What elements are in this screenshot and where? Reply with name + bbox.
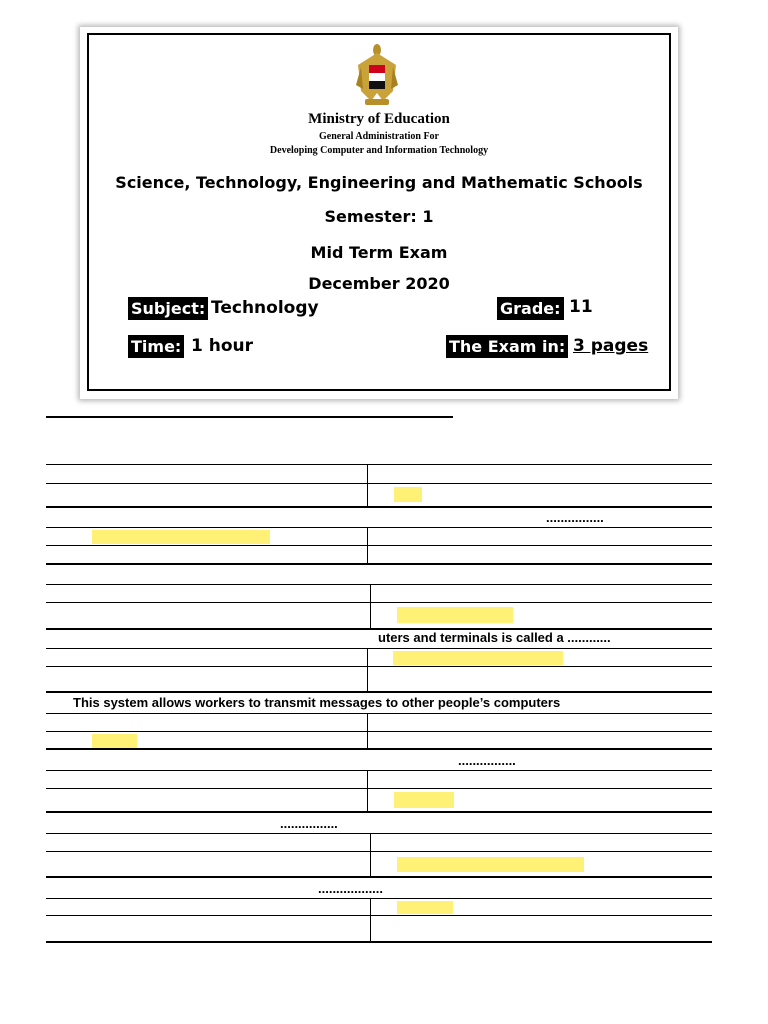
table-rule [46, 666, 712, 667]
answer-highlight [394, 792, 454, 808]
answer-highlight [397, 857, 584, 872]
grade-value: 11 [569, 297, 593, 317]
eagle-emblem-icon [355, 41, 399, 111]
question-rule [46, 691, 712, 693]
subject-label: Subject: [128, 297, 208, 320]
column-divider [370, 898, 371, 941]
exam-header-card [80, 27, 678, 399]
answer-highlight [394, 487, 422, 502]
table-rule [46, 731, 712, 732]
column-divider [370, 833, 371, 876]
grade-label: Grade: [497, 297, 564, 320]
school-name: Science, Technology, Engineering and Mathematic Schools [115, 173, 643, 192]
column-divider [367, 648, 368, 691]
table-rule [46, 833, 712, 834]
question-text: ................ [280, 816, 338, 831]
answer-highlight [92, 530, 270, 544]
table-rule [46, 648, 712, 649]
question-text: ................ [458, 753, 516, 768]
question-text: uters and terminals is called a ............ [378, 630, 611, 645]
semester: Semester: 1 [324, 207, 434, 226]
column-divider [367, 527, 368, 563]
table-rule [46, 713, 712, 714]
table-rule [46, 483, 712, 484]
answer-highlight [393, 651, 563, 665]
column-divider [370, 584, 371, 628]
answer-highlight [397, 901, 453, 914]
exam-header-frame [87, 33, 671, 391]
ministry-subtitle-1: General Administration For [319, 131, 439, 142]
time-label: Time: [128, 335, 184, 358]
table-rule [46, 602, 712, 603]
question-rule [46, 941, 712, 943]
table-rule [46, 898, 712, 899]
table-rule [46, 464, 712, 465]
question-text: .................. [318, 881, 384, 896]
question-rule [46, 506, 712, 508]
table-rule [46, 915, 712, 916]
ministry-title: Ministry of Education [308, 111, 450, 127]
exam-date: December 2020 [308, 274, 450, 293]
ministry-subtitle-2: Developing Computer and Information Technology [269, 145, 489, 156]
question-text: ................ [546, 510, 604, 525]
column-divider [367, 464, 368, 507]
pages-value: 3 pages [573, 336, 649, 356]
question-rule [46, 748, 712, 750]
section-rule [46, 416, 453, 418]
subject-value: Technology [211, 298, 319, 318]
table-rule [46, 788, 712, 789]
question-rule [46, 563, 712, 565]
question-rule [46, 811, 712, 813]
pages-label: The Exam in: [446, 335, 568, 358]
table-rule [46, 545, 712, 546]
table-rule [46, 584, 712, 585]
question-text: This system allows workers to transmit messages to other people’s computers [73, 695, 561, 710]
question-rule [46, 876, 712, 878]
column-divider [367, 770, 368, 811]
table-rule [46, 527, 712, 528]
time-value: 1 hour [191, 336, 254, 356]
answer-highlight [397, 607, 513, 623]
exam-type: Mid Term Exam [310, 243, 448, 262]
table-rule [46, 770, 712, 771]
table-rule [46, 851, 712, 852]
answer-highlight [92, 734, 137, 748]
column-divider [367, 713, 368, 748]
